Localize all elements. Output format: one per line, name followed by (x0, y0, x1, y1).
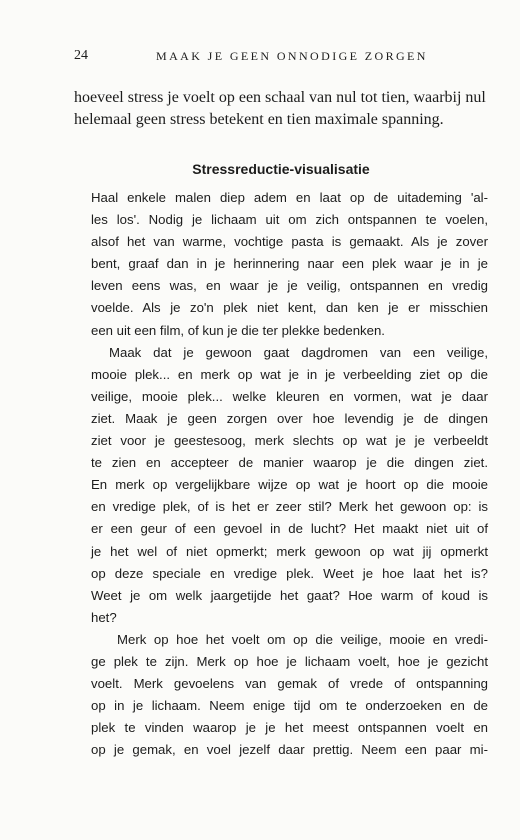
text-line: Merk op hoe het voelt om op die veilige, mooie en vredi- (117, 631, 488, 647)
text-line: Weet je om welk jaargetijde het gaat? Hoe warm of koud is (91, 587, 488, 603)
running-title: MAAK JE GEEN ONNODIGE ZORGEN (156, 49, 428, 63)
text-line: leven eens was, en waar je je veilig, ontspannen en vredig (91, 278, 488, 294)
text-line: voelde. Als je zo'n plek niet kent, dan ken je er misschien (91, 300, 488, 316)
text-line: veilige, mooie plek... welke kleuren en vormen, wat je daar (91, 388, 488, 404)
text-line: op je gemak, en voel jezelf daar prettig. Neem een paar mi- (91, 742, 488, 758)
text-line: helemaal geen stress betekent en tien maximale spanning. (74, 111, 444, 128)
text-line: Haal enkele malen diep adem en laat op de uitademing 'al- (91, 190, 488, 205)
text-line: ge plek te zijn. Merk op hoe je lichaam voelt, hoe je gezicht (91, 653, 488, 669)
text-line: les los'. Nodig je lichaam uit om zich ontspannen te voelen, (91, 212, 488, 228)
section-heading: Stressreductie-visualisatie (192, 161, 370, 177)
text-line: op deze speciale en vredige plek. Weet je hoe laat het is? (91, 565, 488, 581)
text-line: een uit een film, of kun je die ter plekke bedenken. (91, 322, 385, 338)
page-number: 24 (74, 48, 88, 63)
text-line: voelt. Merk gevoelens van gemak of vrede of ontspanning (91, 676, 488, 692)
text-line: bent, graaf dan in je herinnering naar een plek waar je in je (91, 256, 488, 272)
text-line: ziet. Maak je geen zorgen over hoe levendig je de dingen (91, 410, 488, 426)
text-line: en vredige plek, of is het er zeer stil? Merk het gewoon op: is (91, 499, 488, 515)
running-head (74, 48, 486, 68)
visualisation-text (91, 187, 488, 761)
text-line: ziet voor je geestesoog, merk slechts op wat je je verbeeldt (91, 433, 488, 449)
text-line: te zien en accepteer de manier waarop je die dingen ziet. (91, 455, 488, 471)
text-line: hoeveel stress je voelt op een schaal van nul tot tien, waarbij nul (74, 89, 486, 106)
text-line: mooie plek... en merk op wat je in je verbeelding ziet op die (91, 366, 488, 382)
text-line: plek te vinden waarop je je het meest ontspannen voelt en (91, 720, 488, 736)
text-line: alsof het van warme, vochtige pasta is gemaakt. Als je zover (91, 234, 488, 250)
text-line: En merk op vergelijkbare wijze op wat je hoort op die mooie (91, 477, 488, 493)
text-line: op in je lichaam. Neem enige tijd om te onderzoeken en de (91, 698, 488, 714)
text-line: het? (91, 609, 117, 625)
intro-paragraph (74, 87, 488, 131)
text-line: er een geur of een gevoel in de lucht? Het maakt niet uit of (91, 521, 488, 537)
text-line: Maak dat je gewoon gaat dagdromen van een veilige, (109, 344, 488, 360)
text-line: je het wel of niet opmerkt; merk gewoon op wat jij opmerkt (91, 543, 488, 559)
